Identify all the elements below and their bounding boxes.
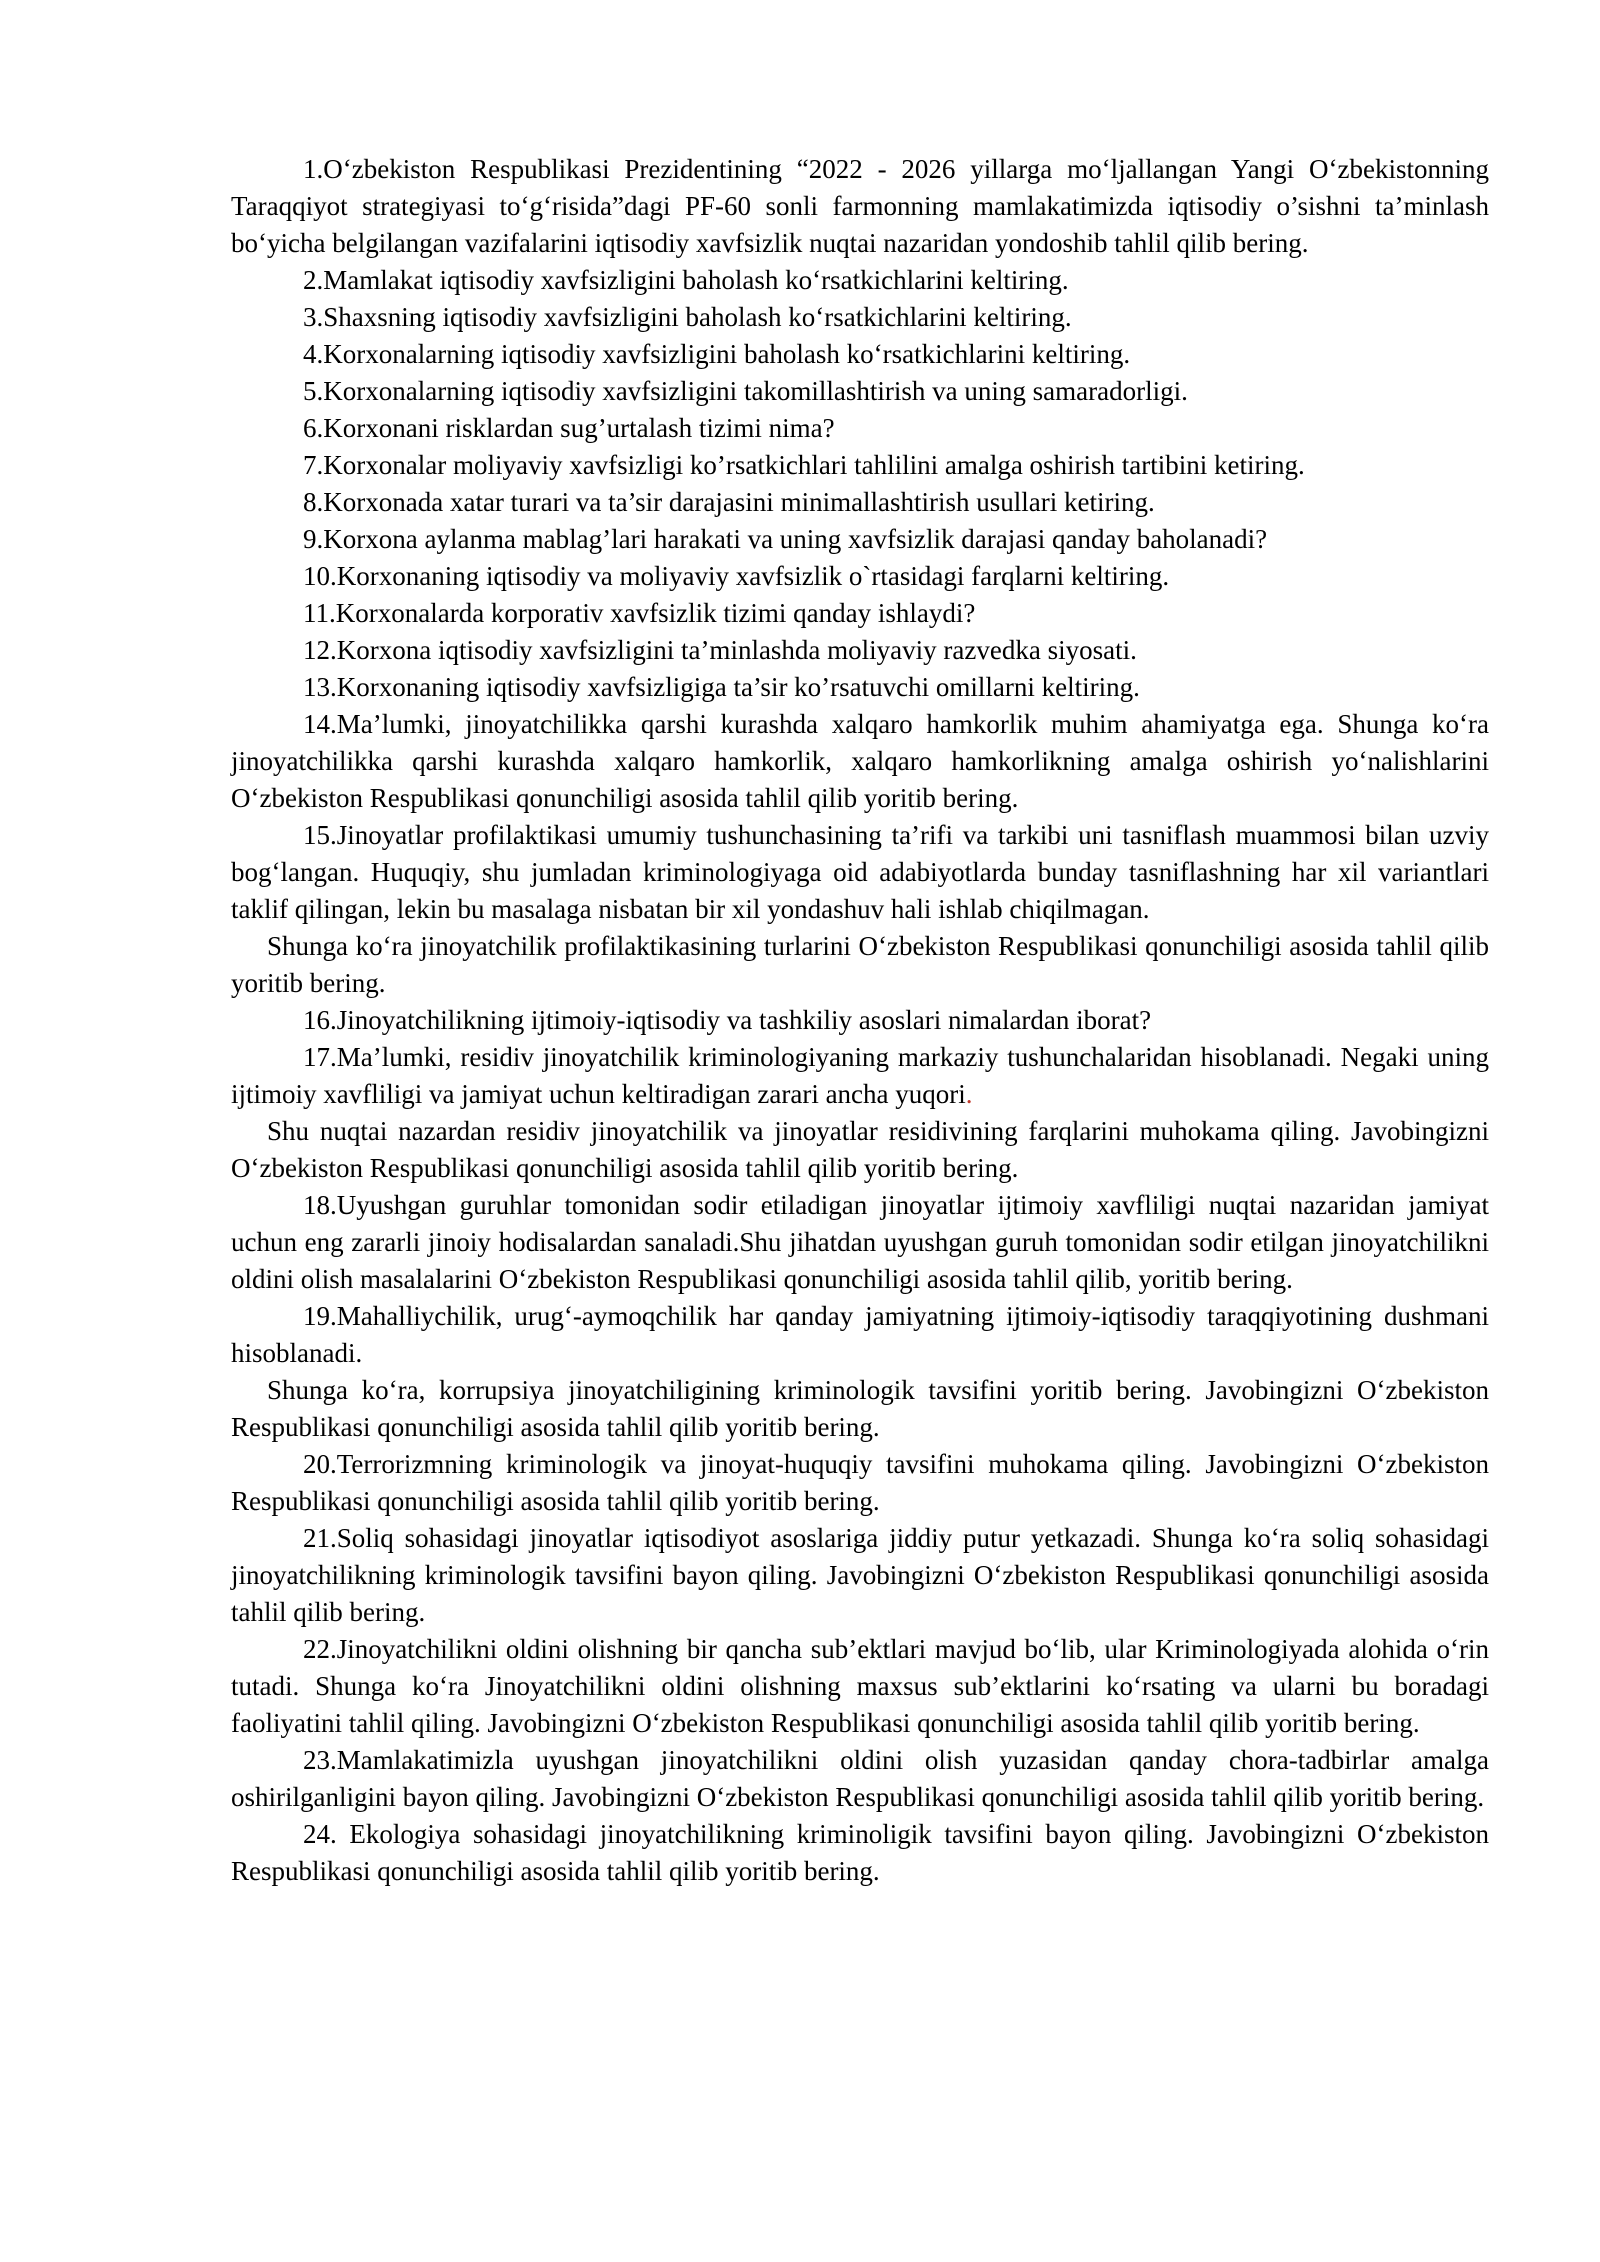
question-24 — [231, 1816, 1489, 1890]
question-text: Ekologiya sohasidagi jinoyatchilikning kriminoligik tavsifini bayon qiling. Javobingizni O‘zbekiston Respublikasi qonunchiligi asosida tahlil qilib yoritib bering. — [231, 1819, 1489, 1886]
question-text: Shaxsning iqtisodiy xavfsizligini baholash ko‘rsatkichlarini keltiring. — [323, 302, 1072, 332]
question-number: 16. — [303, 1005, 337, 1035]
question-number: 14. — [303, 709, 337, 739]
question-text: Korxonani risklardan sug’urtalash tizimi nima? — [323, 413, 835, 443]
question-text: Mamlakat iqtisodiy xavfsizligini baholash ko‘rsatkichlarini keltiring. — [323, 265, 1069, 295]
question-5 — [231, 373, 1489, 410]
question-4 — [231, 336, 1489, 373]
question-number: 17. — [303, 1042, 337, 1072]
question-text: Terrorizmning kriminologik va jinoyat-huquqiy tavsifini muhokama qiling. Javobingizni O‘zbekiston Respublikasi qonunchiligi asosida tahlil qilib yoritib bering. — [231, 1449, 1489, 1516]
question-number: 6. — [303, 413, 324, 443]
question-21 — [231, 1520, 1489, 1631]
question-text: Korxona aylanma mablag’lari harakati va uning xavfsizlik darajasi qanday baholanadi? — [323, 524, 1268, 554]
question-17-continuation — [231, 1113, 1489, 1187]
question-number: 4. — [303, 339, 324, 369]
question-8 — [231, 484, 1489, 521]
question-12 — [231, 632, 1489, 669]
question-text: Jinoyatchilikni oldini olishning bir qancha sub’ektlari mavjud bo‘lib, ular Kriminologiyada alohida o‘rin tutadi. Shunga ko‘ra Jinoyatchilikni oldini olishning maxsus sub’ektlarini ko‘rsating va ularni bu boradagi faoliyatini tahlil qiling. Javobingizni O‘zbekiston Respublikasi qonunchiligi asosida tahlil qilib yoritib bering. — [231, 1634, 1489, 1738]
question-10 — [231, 558, 1489, 595]
question-20 — [231, 1446, 1489, 1520]
question-text: Soliq sohasidagi jinoyatlar iqtisodiyot asoslariga jiddiy putur yetkazadi. Shunga ko‘ra soliq sohasidagi jinoyatchilikning kriminologik tavsifini bayon qiling. Javobingizni O‘zbekiston Respublikasi qonunchiligi asosida tahlil qilib bering. — [231, 1523, 1489, 1627]
question-text: Korxonada xatar turari va ta’sir darajasini minimallashtirish usullari ketiring. — [323, 487, 1155, 517]
question-text: Jinoyatchilikning ijtimoiy-iqtisodiy va tashkiliy asoslari nimalardan iborat? — [336, 1005, 1152, 1035]
question-text: Shunga ko‘ra jinoyatchilik profilaktikasining turlarini O‘zbekiston Respublikasi qonunchiligi asosida tahlil qilib yoritib bering. — [231, 931, 1489, 998]
question-number: 2. — [303, 265, 324, 295]
question-text: Korxonalarning iqtisodiy xavfsizligini takomillashtirish va uning samaradorligi. — [323, 376, 1188, 406]
question-text: Korxona iqtisodiy xavfsizligini ta’minlashda moliyaviy razvedka siyosati. — [336, 635, 1137, 665]
question-number: 12. — [303, 635, 337, 665]
question-23 — [231, 1742, 1489, 1816]
question-22 — [231, 1631, 1489, 1742]
question-18 — [231, 1187, 1489, 1298]
question-13 — [231, 669, 1489, 706]
question-number: 7. — [303, 450, 324, 480]
question-19 — [231, 1298, 1489, 1372]
question-text: Uyushgan guruhlar tomonidan sodir etiladigan jinoyatlar ijtimoiy xavfliligi nuqtai nazaridan jamiyat uchun eng zararli jinoiy hodisalardan sanaladi.Shu jihatdan uyushgan guruh tomonidan sodir etilgan jinoyatchilikni oldini olish masalalarini O‘zbekiston Respublikasi qonunchiligi asosida tahlil qilib, yoritib bering. — [231, 1190, 1489, 1294]
question-number: 5. — [303, 376, 324, 406]
question-number: 9. — [303, 524, 324, 554]
question-2 — [231, 262, 1489, 299]
question-text: Korxonalar moliyaviy xavfsizligi ko’rsatkichlari tahlilini amalga oshirish tartibini ketiring. — [323, 450, 1305, 480]
question-text: Jinoyatlar profilaktikasi umumiy tushunchasining ta’rifi va tarkibi uni tasniflash muammosi bilan uzviy bog‘langan. Huquqiy, shu jumladan kriminologiyaga oid adabiyotlarda bunday tasniflashning har xil variantlari taklif qilingan, lekin bu masalaga nisbatan bir xil yondashuv hali ishlab chiqilmagan. — [231, 820, 1489, 924]
question-text: Korxonaning iqtisodiy va moliyaviy xavfsizlik o`rtasidagi farqlarni keltiring. — [336, 561, 1170, 591]
question-number: 19. — [303, 1301, 337, 1331]
question-14 — [231, 706, 1489, 817]
question-number: 15. — [303, 820, 337, 850]
question-number: 1. — [303, 154, 324, 184]
question-11 — [231, 595, 1489, 632]
question-number: 10. — [303, 561, 337, 591]
question-number: 18. — [303, 1190, 337, 1220]
red-period: . — [965, 1079, 973, 1109]
question-15-continuation — [231, 928, 1489, 1002]
question-1 — [231, 151, 1489, 262]
question-text: Ma’lumki, jinoyatchilikka qarshi kurashda xalqaro hamkorlik muhim ahamiyatga ega. Shunga ko‘ra jinoyatchilikka qarshi kurashda xalqaro hamkorlik, xalqaro hamkorlikning amalga oshirish yo‘nalishlarini O‘zbekiston Respublikasi qonunchiligi asosida tahlil qilib yoritib bering. — [231, 709, 1489, 813]
question-number: 23. — [303, 1745, 337, 1775]
question-number: 3. — [303, 302, 324, 332]
question-text: Shunga ko‘ra, korrupsiya jinoyatchiligining kriminologik tavsifini yoritib bering. Javobingizni O‘zbekiston Respublikasi qonunchiligi asosida tahlil qilib yoritib bering. — [231, 1375, 1489, 1442]
question-number: 13. — [303, 672, 337, 702]
question-17 — [231, 1039, 1489, 1113]
question-text: Korxonaning iqtisodiy xavfsizligiga ta’sir ko’rsatuvchi omillarni keltiring. — [336, 672, 1140, 702]
question-15 — [231, 817, 1489, 928]
question-text: Mamlakatimizla uyushgan jinoyatchilikni oldini olish yuzasidan qanday chora-tadbirlar amalga oshirilganligini bayon qiling. Javobingizni O‘zbekiston Respublikasi qonunchiligi asosida tahlil qilib yoritib bering. — [231, 1745, 1489, 1812]
question-number: 11. — [303, 598, 336, 628]
question-number: 22. — [303, 1634, 337, 1664]
question-16 — [231, 1002, 1489, 1039]
question-text: Korxonalarning iqtisodiy xavfsizligini baholash ko‘rsatkichlarini keltiring. — [323, 339, 1131, 369]
question-number: 24. — [303, 1819, 337, 1849]
document-body — [231, 151, 1489, 1890]
question-3 — [231, 299, 1489, 336]
question-text: Mahalliychilik, urug‘-aymoqchilik har qanday jamiyatning ijtimoiy-iqtisodiy taraqqiyotining dushmani hisoblanadi. — [231, 1301, 1489, 1368]
question-text: Ma’lumki, residiv jinoyatchilik kriminologiyaning markaziy tushunchalaridan hisoblanadi. Negaki uning ijtimoiy xavfliligi va jamiyat uchun keltiradigan zarari ancha yuqori — [231, 1042, 1489, 1109]
question-text: Shu nuqtai nazardan residiv jinoyatchilik va jinoyatlar residivining farqlarini muhokama qiling. Javobingizni O‘zbekiston Respublikasi qonunchiligi asosida tahlil qilib yoritib bering. — [231, 1116, 1489, 1183]
question-number: 21. — [303, 1523, 337, 1553]
question-text: O‘zbekiston Respublikasi Prezidentining “2022 - 2026 yillarga mo‘ljallangan Yangi O‘zbekistonning Taraqqiyot strategiyasi to‘g‘risida”dagi PF-60 sonli farmonning mamlakatimizda iqtisodiy o’sishni ta’minlash bo‘yicha belgilangan vazifalarini iqtisodiy xavfsizlik nuqtai nazaridan yondoshib tahlil qilib bering. — [231, 154, 1489, 258]
question-text: Korxonalarda korporativ xavfsizlik tizimi qanday ishlaydi? — [335, 598, 976, 628]
question-19-continuation — [231, 1372, 1489, 1446]
question-9 — [231, 521, 1489, 558]
question-6 — [231, 410, 1489, 447]
question-number: 20. — [303, 1449, 337, 1479]
question-7 — [231, 447, 1489, 484]
question-number: 8. — [303, 487, 324, 517]
